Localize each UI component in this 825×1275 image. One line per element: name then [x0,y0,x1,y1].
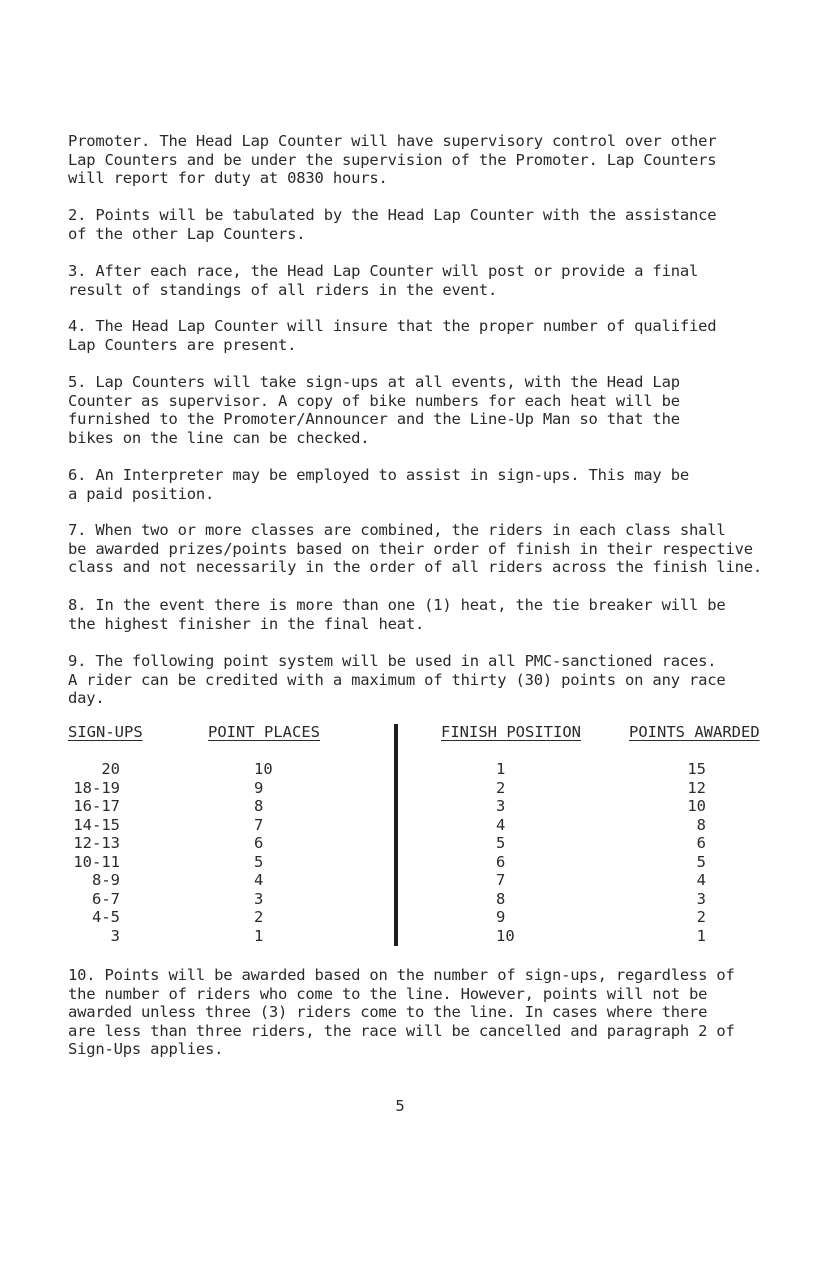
table-cell: 9 [496,908,506,927]
paragraph-2: 2. Points will be tabulated by the Head Lap Counter with the assistance of the other Lap Counters. [68,206,717,243]
table-cell: 10-11 [73,852,120,871]
table-cell: 6-7 [92,889,120,908]
table-cell: 4-5 [92,908,120,927]
header-finish-position: FINISH POSITION [441,723,581,741]
column-points-awarded [682,760,706,945]
table-cell: 7 [496,871,506,890]
paragraph-3: 3. After each race, the Head Lap Counter will post or provide a final result of standings of all riders in the event. [68,262,699,299]
table-cell: 16-17 [73,797,120,816]
table-cell: 3 [496,797,506,816]
table-cell: 2 [496,778,506,797]
table-cell: 5 [496,834,506,853]
table-cell: 1 [254,926,264,945]
table-cell: 8-9 [92,871,120,890]
table-cell: 12 [687,778,706,797]
paragraph-9: 9. The following point system will be used in all PMC-sanctioned races. A rider can be credited with a maximum of thirty (30) points on any race day. [68,652,726,708]
column-sign-ups [68,760,120,945]
paragraph-4: 4. The Head Lap Counter will insure that the proper number of qualified Lap Counters are present. [68,317,717,354]
header-point-places: POINT PLACES [208,723,320,741]
paragraph-10: 10. Points will be awarded based on the number of sign-ups, regardless of the number of riders who come to the line. However, points will not be awarded unless three (3) riders come to the line. In cases where there are less than three riders, the race will be cancelled and paragraph 2 of Sign-Ups applies. [68,966,735,1059]
header-points-awarded: POINTS AWARDED [629,723,760,741]
paragraph-8: 8. In the event there is more than one (1) heat, the tie breaker will be the highest finisher in the final heat. [68,596,726,633]
table-cell: 8 [254,797,264,816]
table-cell: 2 [696,908,706,927]
table-cell: 4 [696,871,706,890]
table-cell: 20 [101,760,120,778]
table-cell: 14-15 [73,815,120,834]
table-cell: 12-13 [73,834,120,853]
column-point-places [254,760,276,945]
table-cell: 1 [696,926,706,945]
table-cell: 8 [496,889,506,908]
table-cell: 6 [254,834,264,853]
table-cell: 10 [687,797,706,816]
table-cell: 7 [254,815,264,834]
column-divider [394,724,398,946]
column-finish-position [496,760,524,945]
table-cell: 3 [696,889,706,908]
page-number: 5 [395,1097,405,1115]
table-cell: 1 [496,760,506,778]
paragraph-6: 6. An Interpreter may be employed to assist in sign-ups. This may be a paid position. [68,466,689,503]
table-cell: 4 [254,871,264,890]
table-cell: 5 [696,852,706,871]
table-cell: 8 [696,815,706,834]
paragraph-7: 7. When two or more classes are combined, the riders in each class shall be awarded prizes/points based on their order of finish in their respective class and not necessarily in the order of all riders across the finish line. [68,521,763,577]
paragraph-continuation: Promoter. The Head Lap Counter will have supervisory control over other Lap Counters and be under the supervision of the Promoter. Lap Counters will report for duty at 0830 hours. [68,132,717,188]
table-cell: 10 [496,926,515,945]
table-cell: 10 [254,760,273,778]
table-cell: 6 [696,834,706,853]
paragraph-5: 5. Lap Counters will take sign-ups at all events, with the Head Lap Counter as supervisor. A copy of bike numbers for each heat will be furnished to the Promoter/Announcer and the Line-Up Man so that the bikes on the line can be checked. [68,373,680,447]
table-cell: 6 [496,852,506,871]
table-cell: 3 [110,926,120,945]
table-cell: 4 [496,815,506,834]
table-cell: 15 [687,760,706,778]
header-sign-ups: SIGN-UPS [68,723,143,741]
table-cell: 9 [254,778,264,797]
table-cell: 18-19 [73,778,120,797]
table-cell: 2 [254,908,264,927]
table-cell: 3 [254,889,264,908]
table-cell: 5 [254,852,264,871]
